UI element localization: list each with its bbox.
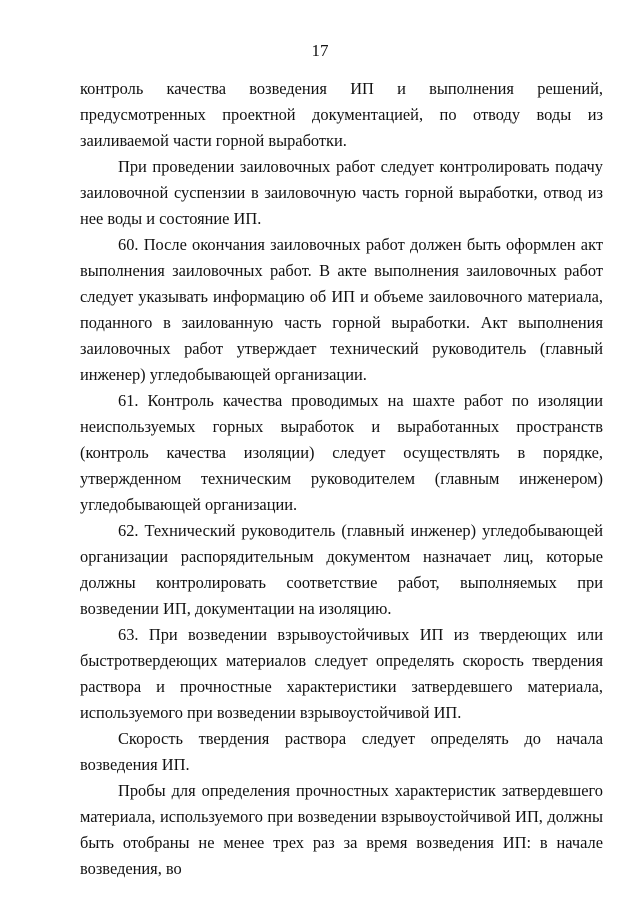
paragraph-item-61: 61. Контроль качества проводимых на шахте работ по изоляции неиспользуемых горных выработок и выработанных пространств (контроль качества изоляции) следует осуществлять в порядке, утвержденном техническим руководителем (главным инженером) угледобывающей организации.	[80, 391, 603, 514]
paragraph-samples: Пробы для определения прочностных характеристик затвердевшего материала, используемого при возведении взрывоустойчивой ИП, должны быть отобраны не менее трех раз за время возведения ИП: в начале возведения, во	[80, 781, 603, 878]
paragraph-continuation: контроль качества возведения ИП и выполнения решений, предусмотренных проектной документацией, по отводу воды из заиливаемой части горной выработки.	[80, 79, 603, 150]
document-body	[80, 76, 603, 882]
paragraph-item-63: 63. При возведении взрывоустойчивых ИП из твердеющих или быстротвердеющих материалов следует определять скорость твердения раствора и прочностные характеристики затвердевшего материала, используемого при возведении взрывоустойчивой ИП.	[80, 625, 603, 722]
paragraph-item-60: 60. После окончания заиловочных работ должен быть оформлен акт выполнения заиловочных работ. В акте выполнения заиловочных работ следует указывать информацию об ИП и объеме заиловочного материала, поданного в заилованную часть горной выработки. Акт выполнения заиловочных работ утверждает технический руководитель (главный инженер) угледобывающей организации.	[80, 235, 603, 384]
paragraph-silting-control: При проведении заиловочных работ следует контролировать подачу заиловочной суспензии в заиловочную часть горной выработки, отвод из нее воды и состояние ИП.	[80, 157, 603, 228]
paragraph-hardening-rate: Скорость твердения раствора следует определять до начала возведения ИП.	[80, 729, 603, 774]
page-number: 17	[311, 41, 329, 60]
paragraph-item-62: 62. Технический руководитель (главный инженер) угледобывающей организации распорядительным документом назначает лиц, которые должны контролировать соответствие работ, выполняемых при возведении ИП, документации на изоляцию.	[80, 521, 603, 618]
